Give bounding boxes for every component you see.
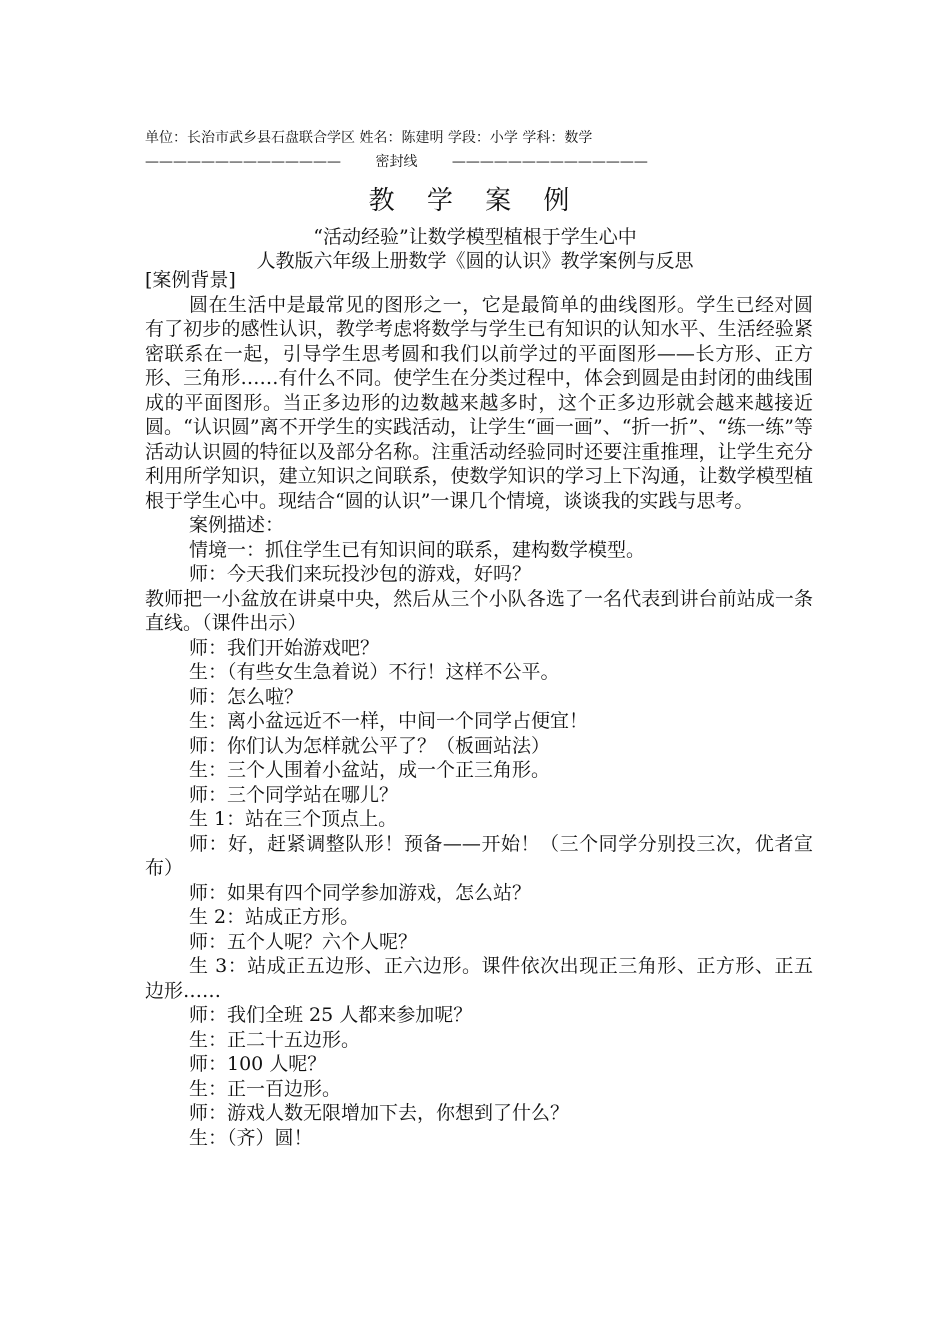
dialogue-line: 生 3：站成正五边形、正六边形。课件依次出现正三角形、正方形、正五边形…… [145,955,813,1002]
dialogue-line: 师：如果有四个同学参加游戏，怎么站？ [189,881,532,904]
dialogue-line: 师：我们开始游戏吧？ [189,636,380,659]
document-title: 教 学 案 例 [368,186,582,216]
paragraph-case-description: 案例描述： [189,514,285,536]
dialogue-line: 师：游戏人数无限增加下去，你想到了什么？ [189,1102,570,1124]
seal-dash-left: —————————————— [145,154,341,170]
document-subtitle-1: “活动经验”让数学模型植根于学生心中 [313,226,637,248]
dialogue-line: 师：怎么啦？ [189,685,304,708]
dialogue-line: 生 2：站成正方形。 [189,906,360,928]
seal-label: 密封线 [375,154,418,170]
dialogue-line: 师：我们全班 25 人都来参加呢？ [189,1004,473,1026]
author-info-line: 单位：长治市武乡县石盘联合学区 姓名：陈建明 学段：小学 学科：数学 [145,130,593,146]
dialogue-line: 师：今天我们来玩投沙包的游戏，好吗？ [189,563,532,585]
dialogue-line: 生：正一百边形。 [189,1077,342,1100]
document-subtitle-2: 人教版六年级上册数学《圆的认识》教学案例与反思 [256,250,694,272]
paragraph-scenario-1: 情境一：抓住学生已有知识间的联系，建构数学模型。 [189,538,646,561]
dialogue-line: 师：你们认为怎样就公平了？（板画站法） [189,734,551,757]
dialogue-line: 生：（齐）圆！ [189,1126,313,1149]
dialogue-line: 生：三个人围着小盆站，成一个正三角形。 [189,759,551,781]
section-heading-background: [案例背景] [145,269,236,291]
dialogue-line: 生：（有些女生急着说）不行！这样不公平。 [189,661,560,683]
dialogue-line: 生：离小盆远近不一样，中间一个同学占便宜！ [189,710,589,732]
dialogue-line: 师：三个同学站在哪儿？ [189,783,399,806]
seal-line [145,151,745,171]
narration-paragraph: 教师把一小盆放在讲桌中央，然后从三个小队各选了一名代表到讲台前站成一条直线。（课件出示） [145,587,813,634]
dialogue-line: 师：五个人呢？六个人呢？ [189,930,418,953]
dialogue-line: 生：正二十五边形。 [189,1028,361,1051]
dialogue-line: 师：100 人呢？ [189,1053,327,1075]
dialogue-line: 师：好，赶紧调整队形！预备——开始！（三个同学分别投三次，优者宣布） [145,832,813,879]
paragraph-background: 圆在生活中是最常见的图形之一，它是最简单的曲线图形。学生已经对圆有了初步的感性认识，教学考虑将数学与学生已有知识的认知水平、生活经验紧密联系在一起，引导学生思考圆和我们以前学过的平面图形——长方形、正方形、三角形……有什么不同。使学生在分类过程中，体会到圆是由封闭的曲线围成的平面图形。当正多边形的边数越来越多时，这个正多边形就会越来越接近圆。“认识圆”离不开学生的实践活动，让学生“画一画”、“折一折”、“练一练”等活动认识圆的特征以及部分名称。注重活动经验同时还要注重推理，让学生充分利用所学知识，建立知识之间联系，使数学知识的学习上下沟通，让数学模型植根于学生心中。现结合“圆的认识”一课几个情境，谈谈我的实践与思考。 [145,293,813,512]
document-body [145,268,813,1150]
dialogue-line: 生 1：站在三个顶点上。 [189,808,398,830]
seal-dash-right: —————————————— [451,154,648,170]
